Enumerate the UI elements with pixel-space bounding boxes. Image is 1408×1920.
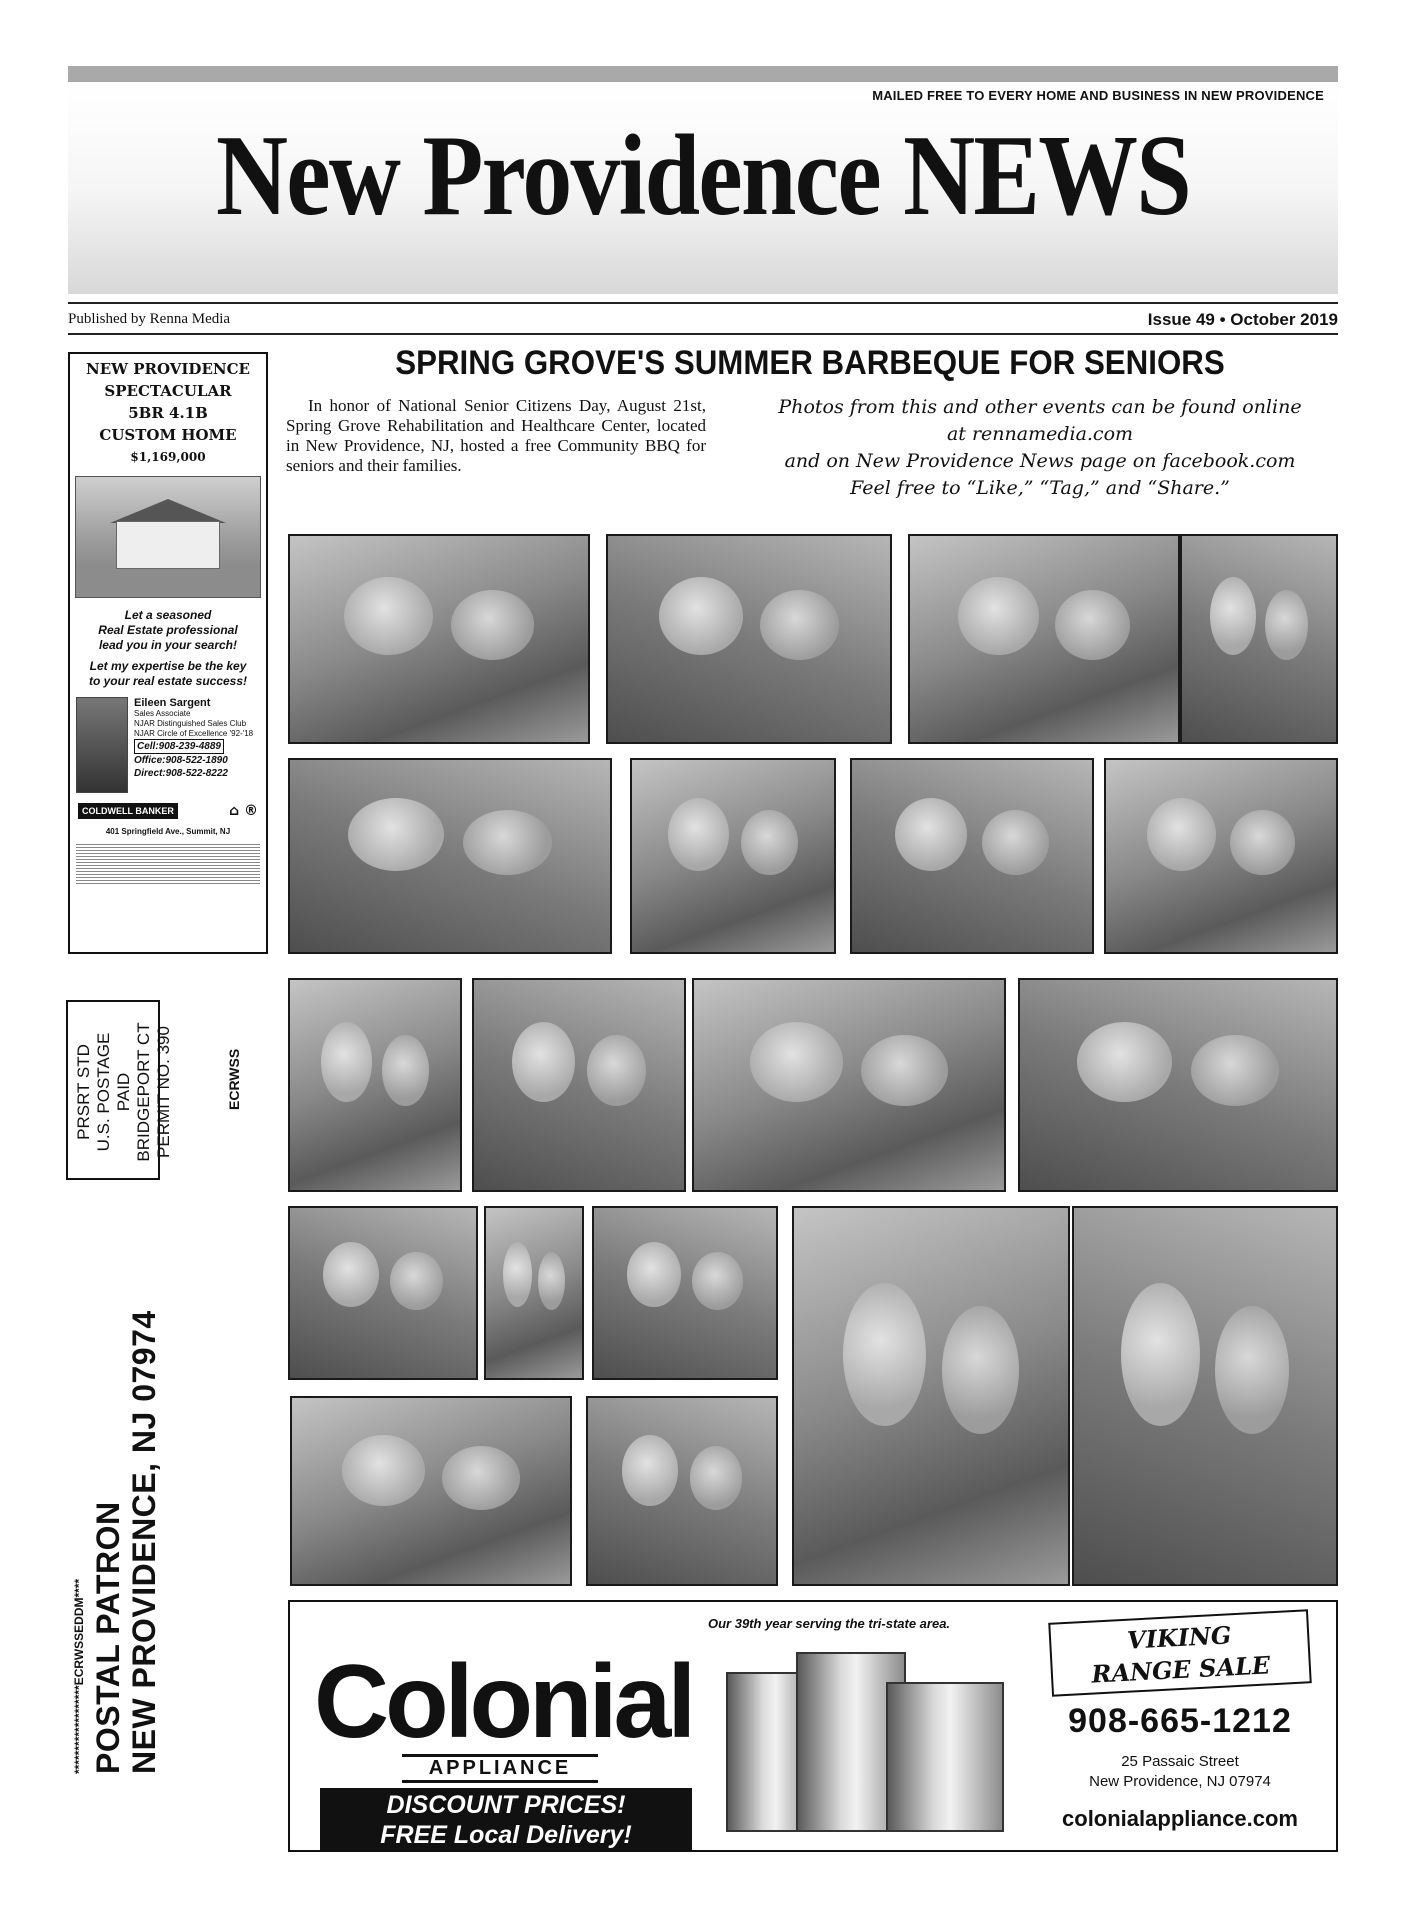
listing-headline: NEW PROVIDENCE SPECTACULAR 5BR 4.1B CUSTOM HOME $1,169,000: [70, 354, 266, 468]
event-photo: [908, 534, 1180, 744]
event-photo: [288, 534, 590, 744]
ad-tagline-2: Let my expertise be the key to your real estate success!: [88, 659, 248, 688]
header-rule-lower: [68, 333, 1338, 335]
ad-tagline: Let a seasoned Real Estate professional lead you in your search!: [98, 608, 238, 652]
header-rule: [68, 302, 1338, 304]
equal-housing-icon: ⌂ ®: [229, 803, 258, 819]
agent-office: Office:908-522-1890: [134, 755, 228, 766]
newspaper-title: New Providence NEWS: [215, 112, 1191, 240]
agent-photo: [76, 697, 128, 793]
store-phone: 908-665-1212: [1068, 1702, 1292, 1740]
masthead-top-strip: [68, 66, 1338, 82]
postage-indicia: PRSRT STD U.S. POSTAGE PAID BRIDGEPORT CT PERMIT NO. 390: [66, 1000, 160, 1180]
event-photo: [606, 534, 892, 744]
colonial-logo: Colonial: [314, 1644, 693, 1760]
store-website-link[interactable]: colonialappliance.com: [1062, 1806, 1298, 1831]
publisher-line: Published by Renna Media: [68, 311, 231, 327]
event-photo: [692, 978, 1006, 1192]
appliances-image: [726, 1642, 1006, 1842]
event-photo: [1018, 978, 1338, 1192]
online-photos-note: Photos from this and other events can be found online at rennamedia.com and on New Providence News page on facebook.com Feel free to “Like,” “Tag,” and “Share.”: [778, 396, 1302, 499]
appliance-wordmark: APPLIANCE: [402, 1754, 598, 1783]
office-address: 401 Springfield Ave., Summit, NJ: [105, 827, 231, 836]
agent-block: Eileen Sargent Sales Associate NJAR Distinguished Sales Club NJAR Circle of Excellence '92-'18 Cell:908-239-4889 Office:908-522-1890 Direct:908-522-8222: [76, 697, 260, 793]
issue-date: Issue 49 • October 2019: [1147, 310, 1338, 329]
coldwell-banker-logo: COLDWELL BANKER: [78, 803, 178, 819]
colonial-appliance-ad[interactable]: [288, 1600, 1338, 1852]
listing-price: $1,169,000: [130, 450, 206, 464]
event-photo: [1104, 758, 1338, 954]
event-photo: [290, 1396, 572, 1586]
event-photo: [1072, 1206, 1338, 1586]
agent-direct: Direct:908-522-8222: [134, 768, 228, 779]
event-photo: [484, 1206, 584, 1380]
event-photo: [288, 1206, 478, 1380]
event-photo: [586, 1396, 778, 1586]
event-photo: [592, 1206, 778, 1380]
event-photo: [1180, 534, 1338, 744]
event-photo: [472, 978, 686, 1192]
discount-banner: DISCOUNT PRICES! FREE Local Delivery!: [320, 1788, 692, 1850]
agent-name: Eileen Sargent: [134, 697, 211, 709]
event-photo: [288, 978, 462, 1192]
viking-sale-badge: VIKING RANGE SALE: [1048, 1609, 1312, 1697]
serving-line: Our 39th year serving the tri-state area.: [708, 1616, 951, 1631]
store-address: 25 Passaic Street New Providence, NJ 07974: [1089, 1753, 1271, 1790]
article-body: In honor of National Senior Citizens Day, August 21st, Spring Grove Rehabilitation and Healthcare Center, located in New Providence, NJ, hosted a free Community BBQ for seniors and their families.: [286, 396, 706, 475]
event-photo: [792, 1206, 1070, 1586]
postal-patron-label: *******************ECRWSSEDDM**** POSTAL PATRON NEW PROVIDENCE, NJ 07974: [72, 1310, 162, 1774]
event-photo: [850, 758, 1094, 954]
fine-print: [76, 842, 260, 884]
real-estate-ad[interactable]: [68, 352, 268, 954]
event-photo: [630, 758, 836, 954]
event-photo: [288, 758, 612, 954]
article-headline: SPRING GROVE'S SUMMER BARBEQUE FOR SENIORS: [395, 344, 1225, 382]
masthead: [68, 82, 1338, 294]
agent-cell: Cell:908-239-4889: [134, 739, 224, 754]
ecrwss-label: ECRWSS: [226, 1048, 242, 1110]
mailed-free-line: MAILED FREE TO EVERY HOME AND BUSINESS IN NEW PROVIDENCE: [872, 88, 1324, 103]
house-photo: [75, 476, 261, 598]
